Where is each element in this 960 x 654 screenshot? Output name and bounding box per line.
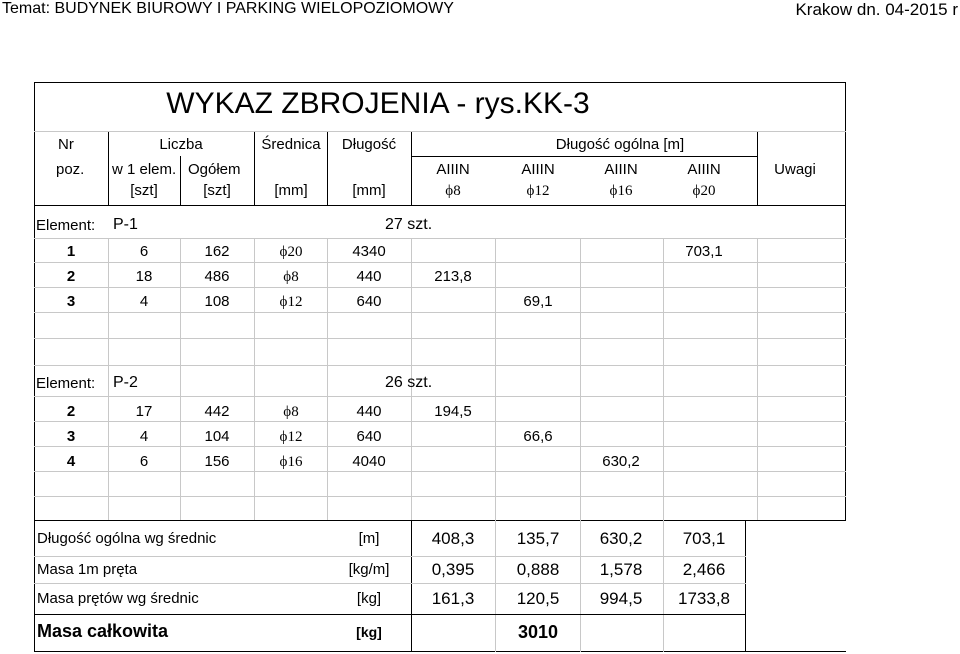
row-diameter: ϕ12 <box>279 294 303 310</box>
col-dlugosc-ogolna: Długość ogólna [m] <box>555 136 685 153</box>
row-total-length: 630,2 <box>602 453 640 470</box>
unit-mm: [mm] <box>352 182 386 199</box>
diameter-header: ϕ16 <box>609 183 633 199</box>
mass-by-d-unit: [kg] <box>356 590 382 607</box>
row-n1: 6 <box>139 453 149 470</box>
grid-line <box>34 205 846 206</box>
row-diameter: ϕ16 <box>279 454 303 470</box>
mass-by-d-value: 161,3 <box>431 589 475 608</box>
sum-length-value: 135,7 <box>516 529 560 548</box>
row-n1: 18 <box>135 268 153 285</box>
row-length: 640 <box>356 428 382 445</box>
grid-line <box>34 583 746 584</box>
row-poz: 3 <box>66 428 76 445</box>
mass-by-d-value: 994,5 <box>599 589 643 608</box>
grid-line <box>180 238 181 520</box>
row-diameter: ϕ8 <box>283 269 299 285</box>
grid-line <box>327 131 328 205</box>
diameter-header: ϕ20 <box>692 183 716 199</box>
row-diameter: ϕ8 <box>283 404 299 420</box>
row-ntot: 104 <box>204 428 230 445</box>
sum-length-value: 408,3 <box>431 529 475 548</box>
page-title: WYKAZ ZBROJENIA - rys.KK-3 <box>166 87 590 120</box>
sum-length-value: 703,1 <box>682 529 726 548</box>
row-total-length: 66,6 <box>523 428 553 445</box>
grid-line <box>411 131 412 205</box>
row-ntot: 486 <box>204 268 230 285</box>
row-n1: 4 <box>139 293 149 310</box>
element-name: P-1 <box>113 216 138 233</box>
sum-length-unit: [m] <box>358 530 380 547</box>
grid-line <box>34 287 846 288</box>
grid-line <box>34 238 846 239</box>
row-total-length: 69,1 <box>523 293 553 310</box>
grid-line <box>757 238 758 520</box>
sum-length-label: Długość ogólna wg średnic <box>37 530 217 547</box>
grid-line <box>580 520 581 652</box>
steel-grade: AIIIN <box>521 161 555 178</box>
grid-line <box>34 365 846 366</box>
frame-left <box>34 82 35 652</box>
mass-per-m-value: 0,395 <box>431 560 475 579</box>
row-ntot: 162 <box>204 243 230 260</box>
mass-by-d-value: 120,5 <box>516 589 560 608</box>
element-name: P-2 <box>113 374 138 391</box>
grid-line <box>580 238 581 520</box>
row-ntot: 108 <box>204 293 230 310</box>
row-total-length: 213,8 <box>434 268 472 285</box>
diameter-header: ϕ8 <box>445 183 461 199</box>
grid-line <box>34 131 846 132</box>
mass-by-d-label: Masa prętów wg średnic <box>37 590 199 607</box>
total-mass-unit: [kg] <box>356 624 382 640</box>
row-poz: 2 <box>66 403 76 420</box>
mass-per-m-unit: [kg/m] <box>348 561 390 578</box>
grid-line <box>745 520 746 652</box>
mass-per-m-value: 2,466 <box>682 560 726 579</box>
col-srednica: Średnica <box>261 136 321 153</box>
col-ogolem: Ogółem <box>188 161 241 178</box>
row-n1: 4 <box>139 428 149 445</box>
element-count: 26 szt. <box>385 374 433 391</box>
grid-line <box>663 238 664 520</box>
row-poz: 1 <box>66 243 76 260</box>
row-ntot: 156 <box>204 453 230 470</box>
row-length: 440 <box>356 268 382 285</box>
grid-line <box>34 446 846 447</box>
element-label: Element: <box>36 217 96 234</box>
grid-line <box>34 262 846 263</box>
col-uwagi: Uwagi <box>774 161 816 178</box>
element-count: 27 szt. <box>385 216 433 233</box>
grid-line <box>34 421 846 422</box>
diameter-header: ϕ12 <box>526 183 550 199</box>
frame-bottom <box>34 651 846 652</box>
row-diameter: ϕ12 <box>279 429 303 445</box>
grid-line <box>108 238 109 520</box>
grid-line <box>34 312 846 313</box>
topic-label: Temat: BUDYNEK BIUROWY I PARKING WIELOPOZIOMOWY <box>2 0 454 17</box>
row-total-length: 703,1 <box>685 243 723 260</box>
grid-line <box>34 396 846 397</box>
steel-grade: AIIIN <box>604 161 638 178</box>
frame-top <box>34 82 846 83</box>
row-n1: 17 <box>135 403 153 420</box>
grid-line <box>108 131 109 205</box>
grid-line <box>411 156 757 157</box>
row-poz: 4 <box>66 453 76 470</box>
mass-per-m-label: Masa 1m pręta <box>37 561 138 578</box>
grid-line <box>34 520 846 521</box>
mass-per-m-value: 1,578 <box>599 560 643 579</box>
grid-line <box>254 238 255 520</box>
col-poz: poz. <box>56 161 85 178</box>
grid-line <box>495 238 496 520</box>
frame-right <box>845 82 846 520</box>
col-liczba: Liczba <box>159 136 203 153</box>
grid-line <box>495 520 496 652</box>
grid-line <box>411 520 412 652</box>
col-dlugosc: Długość <box>341 136 397 153</box>
unit-szt: [szt] <box>203 182 231 199</box>
grid-line <box>34 338 846 339</box>
grid-line <box>254 131 255 205</box>
steel-grade: AIIIN <box>436 161 470 178</box>
grid-line <box>180 156 181 205</box>
grid-line <box>757 131 758 205</box>
unit-mm: [mm] <box>274 182 308 199</box>
row-total-length: 194,5 <box>434 403 472 420</box>
row-n1: 6 <box>139 243 149 260</box>
total-mass-label: Masa całkowita <box>37 621 169 641</box>
grid-line <box>663 520 664 652</box>
grid-line <box>327 238 328 520</box>
row-ntot: 442 <box>204 403 230 420</box>
grid-line <box>34 556 746 557</box>
row-poz: 3 <box>66 293 76 310</box>
mass-per-m-value: 0,888 <box>516 560 560 579</box>
col-nr: Nr <box>58 136 74 153</box>
total-mass-value: 3010 <box>517 622 559 642</box>
row-diameter: ϕ20 <box>279 244 303 260</box>
row-poz: 2 <box>66 268 76 285</box>
col-w1elem: w 1 elem. <box>112 161 177 178</box>
row-length: 4340 <box>352 243 386 260</box>
sum-length-value: 630,2 <box>599 529 643 548</box>
grid-line <box>34 614 746 615</box>
grid-line <box>34 471 846 472</box>
unit-szt: [szt] <box>130 182 158 199</box>
row-length: 4040 <box>352 453 386 470</box>
row-length: 640 <box>356 293 382 310</box>
place-date-label: Krakow dn. 04-2015 r <box>795 0 958 19</box>
row-length: 440 <box>356 403 382 420</box>
element-label: Element: <box>36 375 96 392</box>
steel-grade: AIIIN <box>687 161 721 178</box>
grid-line <box>34 496 846 497</box>
mass-by-d-value: 1733,8 <box>678 589 730 608</box>
